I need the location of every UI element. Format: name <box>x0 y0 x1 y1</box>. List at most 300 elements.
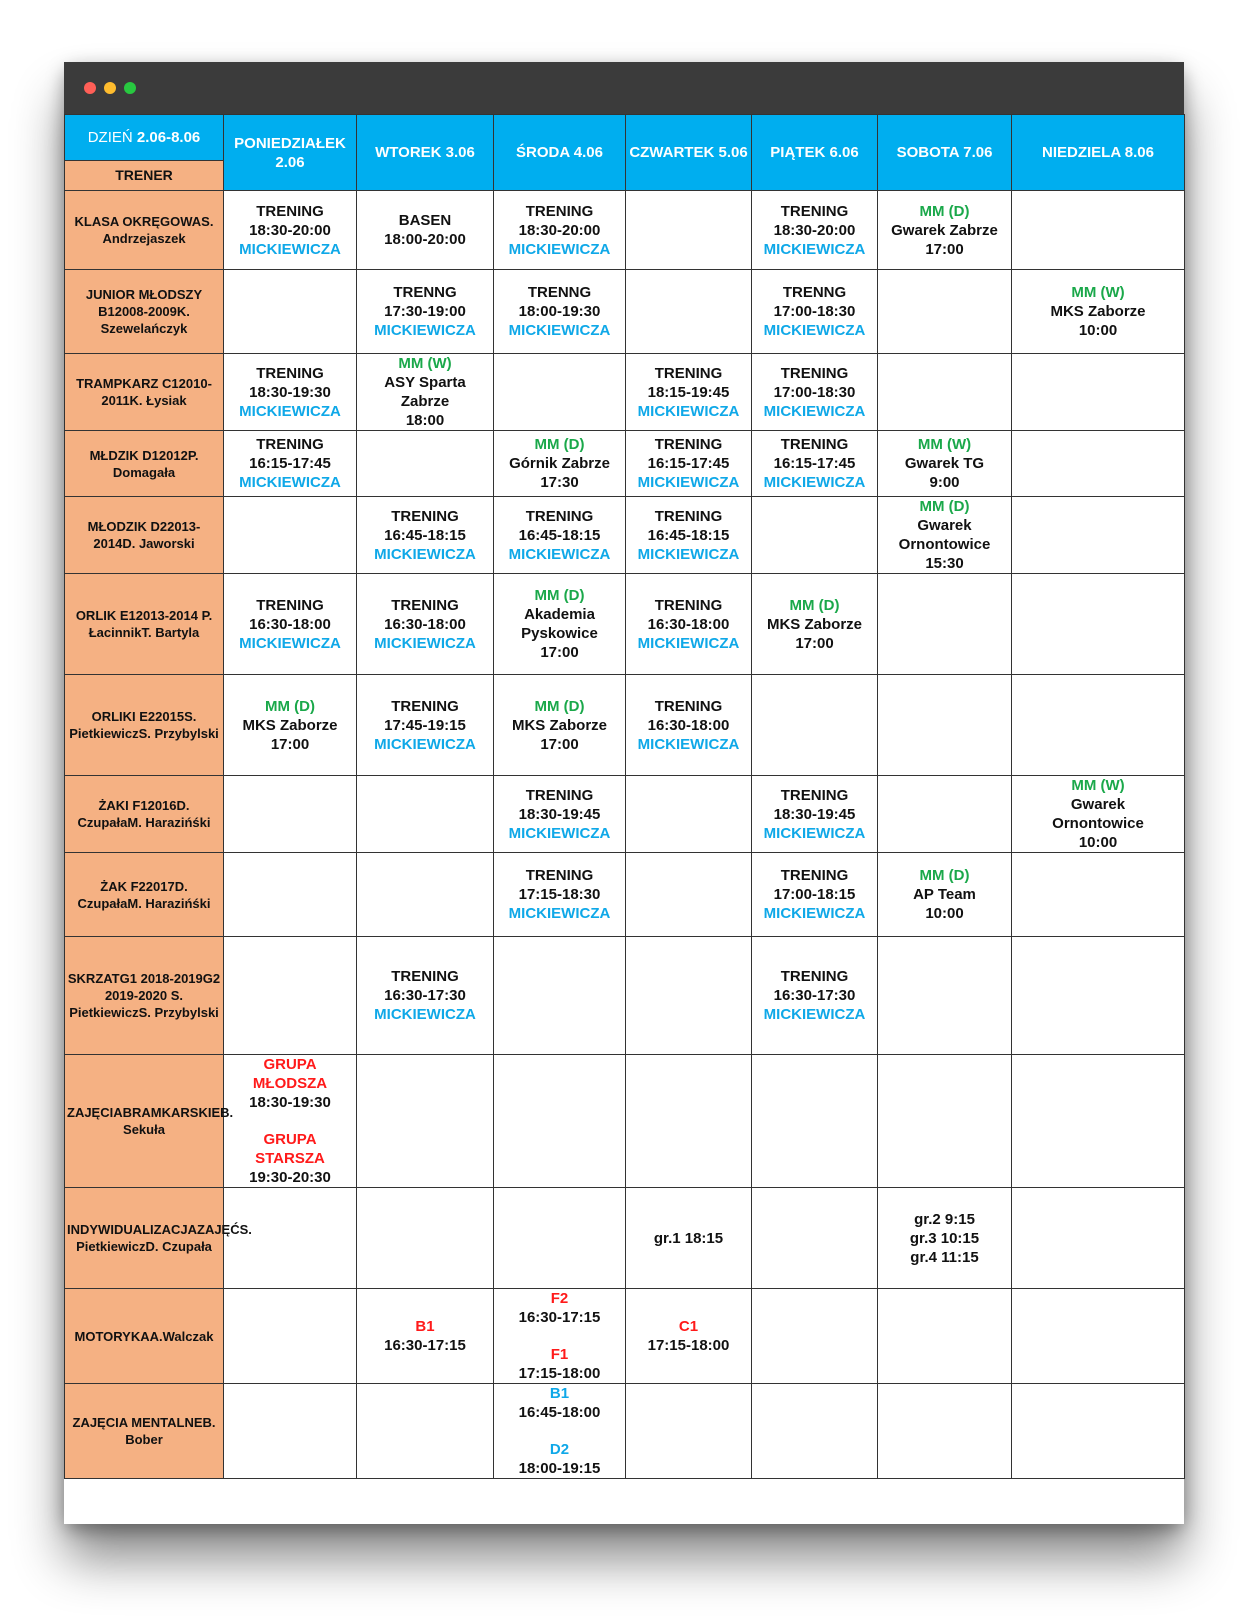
schedule-cell-thu <box>626 431 752 497</box>
team-label-line: T. Bartyla <box>141 625 200 640</box>
schedule-cell-sun <box>1012 937 1185 1055</box>
cell-line: 18:30-19:30 <box>249 1094 331 1111</box>
schedule-cell-wed <box>494 431 626 497</box>
cell-line: 16:45-18:15 <box>384 526 466 544</box>
team-label <box>65 574 224 675</box>
cell-line: B1 <box>415 1318 435 1335</box>
day-date: 2.06 <box>275 153 305 171</box>
team-label-line: KLASA OKRĘGOWA <box>74 214 202 229</box>
schedule-cell-mon <box>224 191 357 270</box>
team-label-line: S. Przybylski <box>138 726 219 741</box>
team-label-line: 2015 <box>155 709 185 724</box>
schedule-row <box>65 1289 1185 1384</box>
cell-line: Gwarek TG <box>904 455 985 472</box>
title-bar <box>64 62 1184 114</box>
cell-line: 17:30 <box>540 474 579 491</box>
schedule-cell-wed <box>494 1188 626 1289</box>
cell-line: MICKIEWICZA <box>239 474 341 491</box>
cell-line: MICKIEWICZA <box>374 634 476 652</box>
schedule-cell-wed <box>494 574 626 675</box>
cell-line: 16:30-17:30 <box>384 987 466 1004</box>
cell-line: 19:30-20:30 <box>249 1169 331 1186</box>
schedule-cell-sat <box>878 191 1012 270</box>
team-label <box>65 354 224 431</box>
schedule-cell-sun <box>1012 191 1185 270</box>
team-label-line: MŁODZIK D2 <box>87 519 168 534</box>
schedule-cell-tue <box>357 937 494 1055</box>
cell-line: Ornontowice <box>1052 815 1144 832</box>
schedule-cell-wed <box>494 270 626 354</box>
schedule-cell-thu <box>626 354 752 431</box>
cell-line: MKS Zaborze <box>766 615 862 633</box>
cell-line: TRENING <box>525 202 594 220</box>
schedule-cell-wed <box>494 675 626 776</box>
team-label-line: S. Przybylski <box>138 1005 219 1020</box>
cell-line: C1 <box>678 1318 699 1335</box>
cell-line: 17:30-19:00 <box>384 303 466 320</box>
cell-line: ASY Sparta <box>384 374 466 391</box>
cell-line: MICKIEWICZA <box>239 634 341 652</box>
cell-line: MICKIEWICZA <box>374 1006 476 1023</box>
cell-line: MICKIEWICZA <box>637 474 740 491</box>
cell-line: gr.1 18:15 <box>653 1229 724 1247</box>
cell-line: 16:30-17:30 <box>773 987 856 1004</box>
team-label-line: ŻAK F2 <box>100 878 146 894</box>
team-label-line: G1 2018-2019 <box>119 971 203 986</box>
cell-line: MICKIEWICZA <box>637 402 740 420</box>
day-date: 6.06 <box>829 144 859 161</box>
team-label <box>65 1384 224 1479</box>
schedule-cell-wed <box>494 497 626 574</box>
cell-line: MKS Zaborze <box>511 716 607 734</box>
schedule-cell-thu <box>626 497 752 574</box>
schedule-cell-sat <box>878 776 1012 853</box>
cell-line: TRENING <box>256 202 324 220</box>
cell-line: 16:45-18:15 <box>518 526 601 544</box>
schedule-row <box>65 776 1185 853</box>
cell-line: MICKIEWICZA <box>374 545 476 563</box>
cell-line: 18:30-20:00 <box>773 221 856 239</box>
cell-line: TRENING <box>654 697 723 715</box>
maximize-button[interactable] <box>124 82 136 94</box>
day-header-fri <box>752 115 878 191</box>
schedule-cell-wed <box>494 937 626 1055</box>
team-label-line: A.Walczak <box>149 1328 214 1344</box>
cell-line: TRENING <box>780 364 849 382</box>
day-name: NIEDZIELA <box>1042 144 1121 161</box>
schedule-row <box>65 1188 1185 1289</box>
schedule-cell-mon <box>224 1289 357 1384</box>
cell-line: 15:30 <box>925 555 964 572</box>
cell-line: TRENING <box>780 786 849 804</box>
cell-line: 18:30-20:00 <box>249 221 331 239</box>
team-label-line: TRAMPKARZ C1 <box>76 376 179 391</box>
day-range-header <box>65 115 224 161</box>
schedule-cell-mon <box>224 675 357 776</box>
cell-line: TRENING <box>256 596 324 614</box>
trainer-header: TRENER <box>65 161 224 191</box>
schedule-cell-fri <box>752 1055 878 1188</box>
cell-line: TRENING <box>654 596 723 614</box>
schedule-cell-mon <box>224 1188 357 1289</box>
schedule-cell-sun <box>1012 574 1185 675</box>
team-label-line: K. Szewelańczyk <box>100 304 190 336</box>
cell-line: 18:30-19:45 <box>773 805 856 823</box>
cell-line: MICKIEWICZA <box>637 634 740 652</box>
cell-line: TRENING <box>391 968 459 985</box>
schedule-cell-sat <box>878 354 1012 431</box>
cell-line: 16:15-17:45 <box>647 455 730 472</box>
schedule-cell-sun <box>1012 675 1185 776</box>
team-label-line: ZAJĘĆ <box>197 1222 240 1237</box>
cell-line: MŁODSZA <box>252 1075 328 1092</box>
cell-line: TRENING <box>780 867 849 884</box>
team-label-line: MŁDZIK D1 <box>89 447 159 463</box>
schedule-cell-sat <box>878 574 1012 675</box>
cell-line: 16:15-17:45 <box>249 455 331 472</box>
cell-line: Ornontowice <box>898 536 991 553</box>
cell-line: MM (D) <box>919 867 970 884</box>
cell-line: 17:15-18:00 <box>518 1365 601 1382</box>
cell-line: TRENING <box>256 364 324 382</box>
cell-line: TRENNG <box>393 284 457 301</box>
schedule-table <box>64 114 1185 1479</box>
cell-line: 18:00-19:30 <box>518 303 601 320</box>
team-label-line: M. Harazińśki <box>127 895 211 911</box>
cell-line: STARSZA <box>255 1150 325 1167</box>
schedule-cell-sun <box>1012 853 1185 937</box>
cell-line: MM (D) <box>919 498 970 515</box>
day-header-thu <box>626 115 752 191</box>
cell-line: 17:00-18:30 <box>773 383 856 401</box>
schedule-cell-thu <box>626 675 752 776</box>
schedule-cell-fri <box>752 191 878 270</box>
cell-line: TRENING <box>525 867 594 884</box>
cell-line: 18:30-19:45 <box>518 805 601 823</box>
schedule-cell-sun <box>1012 1055 1185 1188</box>
schedule-row <box>65 497 1185 574</box>
close-button[interactable] <box>84 82 96 94</box>
team-label-line: 2010-2011 <box>101 376 212 408</box>
cell-line: gr.2 9:15 <box>914 1210 975 1228</box>
cell-line: TRENING <box>654 364 723 382</box>
schedule-row <box>65 191 1185 270</box>
cell-line: 17:00 <box>540 735 579 753</box>
schedule-cell-fri <box>752 1289 878 1384</box>
schedule-cell-sat <box>878 1188 1012 1289</box>
schedule-cell-thu <box>626 1188 752 1289</box>
cell-line: 18:15-19:45 <box>647 383 730 401</box>
schedule-cell-fri <box>752 431 878 497</box>
cell-line: MICKIEWICZA <box>763 905 866 922</box>
cell-line: 10:00 <box>925 905 964 922</box>
cell-line: MICKIEWICZA <box>374 735 476 753</box>
team-label-line: 2016 <box>147 798 177 813</box>
schedule-cell-thu <box>626 191 752 270</box>
team-label-line: 2012 <box>158 447 188 463</box>
schedule-cell-mon <box>224 497 357 574</box>
schedule-cell-tue <box>357 354 494 431</box>
schedule-cell-wed <box>494 1384 626 1479</box>
cell-spacer <box>496 1422 623 1440</box>
schedule-cell-sun <box>1012 1188 1185 1289</box>
cell-line: MICKIEWICZA <box>637 735 740 753</box>
team-label-line: JUNIOR MŁODSZY B1 <box>85 287 203 319</box>
team-label <box>65 191 224 270</box>
schedule-cell-tue <box>357 675 494 776</box>
cell-line: MICKIEWICZA <box>508 824 611 842</box>
cell-line: TRENING <box>525 786 594 804</box>
schedule-content <box>64 114 1184 1524</box>
team-label-line: S. Andrzejaszek <box>102 214 214 246</box>
cell-line: TRENING <box>654 436 723 453</box>
schedule-cell-sat <box>878 431 1012 497</box>
team-label-line: G2 2019-2020 <box>104 971 221 1003</box>
cell-line: 17:00 <box>270 735 310 753</box>
schedule-cell-sat <box>878 270 1012 354</box>
schedule-cell-fri <box>752 574 878 675</box>
schedule-cell-wed <box>494 191 626 270</box>
cell-line: TRENING <box>654 507 723 525</box>
schedule-cell-sun <box>1012 1289 1185 1384</box>
team-label-line: 2017 <box>145 878 175 894</box>
cell-line: MICKIEWICZA <box>763 240 866 258</box>
cell-line: 16:30-18:00 <box>647 615 730 633</box>
schedule-cell-thu <box>626 574 752 675</box>
day-name: PIĄTEK <box>770 144 826 161</box>
day-name: PONIEDZIAŁEK <box>234 134 346 152</box>
cell-line: D2 <box>549 1441 570 1458</box>
schedule-cell-sun <box>1012 1384 1185 1479</box>
schedule-cell-fri <box>752 354 878 431</box>
cell-line: 17:15-18:30 <box>518 886 601 903</box>
cell-line: 16:30-17:15 <box>384 1337 466 1354</box>
team-label-line: D. Czupała <box>77 878 188 911</box>
cell-line: MICKIEWICZA <box>763 824 866 842</box>
schedule-cell-sun <box>1012 431 1185 497</box>
cell-line: TRENING <box>780 968 849 985</box>
team-label-line: M. Harazińśki <box>127 815 211 830</box>
schedule-cell-tue <box>357 270 494 354</box>
schedule-cell-thu <box>626 937 752 1055</box>
cell-line: 18:00 <box>405 412 445 429</box>
team-label-line: P. Łacinnik <box>88 608 213 640</box>
schedule-cell-tue <box>357 431 494 497</box>
cell-line: 17:00-18:30 <box>773 303 856 320</box>
schedule-cell-fri <box>752 675 878 776</box>
team-label <box>65 776 224 853</box>
schedule-row <box>65 1055 1185 1188</box>
schedule-cell-tue <box>357 1188 494 1289</box>
schedule-cell-mon <box>224 1055 357 1188</box>
schedule-cell-tue <box>357 1055 494 1188</box>
schedule-cell-mon <box>224 574 357 675</box>
schedule-row <box>65 270 1185 354</box>
cell-line: TRENNG <box>782 284 847 301</box>
team-label-line: S. Pietkiewicz <box>76 1222 252 1254</box>
cell-line: 16:15-17:45 <box>773 455 856 472</box>
schedule-cell-sat <box>878 853 1012 937</box>
schedule-cell-sat <box>878 1289 1012 1384</box>
cell-line: 9:00 <box>929 474 960 491</box>
cell-line: 18:30-19:30 <box>249 383 331 401</box>
schedule-cell-mon <box>224 354 357 431</box>
team-label-line: 2008-2009 <box>114 304 177 319</box>
team-label <box>65 853 224 937</box>
cell-line: Gwarek Zabrze <box>891 221 998 239</box>
cell-line: 17:00 <box>925 240 964 258</box>
schedule-row <box>65 431 1185 497</box>
schedule-cell-thu <box>626 270 752 354</box>
cell-line: MKS Zaborze <box>1050 303 1146 320</box>
cell-line: 17:00 <box>540 644 579 661</box>
cell-line: MM (W) <box>1071 777 1125 794</box>
cell-spacer <box>226 1112 354 1130</box>
cell-line: gr.4 11:15 <box>910 1248 979 1266</box>
schedule-cell-sat <box>878 1055 1012 1188</box>
schedule-row <box>65 574 1185 675</box>
schedule-cell-tue <box>357 1289 494 1384</box>
day-date: 3.06 <box>445 144 475 161</box>
cell-line: 16:30-18:00 <box>249 615 331 633</box>
schedule-cell-mon <box>224 853 357 937</box>
date-range: 2.06-8.06 <box>136 128 201 146</box>
team-label-line: D. Jaworski <box>122 536 195 551</box>
cell-line: MKS Zaborze <box>242 716 338 734</box>
team-label-line: ŻAKI F1 <box>98 798 148 813</box>
schedule-cell-wed <box>494 853 626 937</box>
team-label-line: 2013-2014 <box>135 608 198 623</box>
day-header-sun <box>1012 115 1185 191</box>
cell-line: 17:15-18:00 <box>647 1337 730 1354</box>
cell-line: 17:00-18:15 <box>773 886 856 903</box>
header-row <box>65 115 1185 161</box>
schedule-cell-sun <box>1012 776 1185 853</box>
team-label-line: S. Pietkiewicz <box>69 988 184 1020</box>
schedule-cell-fri <box>752 776 878 853</box>
team-label-line: P. Domagała <box>112 447 199 480</box>
team-label-line: D. Czupała <box>77 798 190 830</box>
cell-line: 17:00 <box>795 634 834 652</box>
team-label-line: ZAJĘCIA MENTALNE <box>72 1415 203 1430</box>
team-label-line: ORLIKI E2 <box>91 709 156 724</box>
cell-line: GRUPA <box>263 1131 317 1148</box>
day-name: CZWARTEK <box>629 144 715 161</box>
team-label-line: D. Czupała <box>145 1239 212 1254</box>
team-label-line: K. Łysiak <box>129 393 187 408</box>
team-label-line: ORLIK E1 <box>75 608 136 623</box>
team-label-line: ZAJĘCIA <box>67 1105 123 1120</box>
cell-line: MM (W) <box>1071 284 1125 301</box>
team-label <box>65 675 224 776</box>
cell-line: MICKIEWICZA <box>374 322 476 339</box>
team-label-line: B. Bober <box>125 1415 216 1447</box>
day-name: SOBOTA <box>896 144 960 161</box>
cell-line: MM (D) <box>534 697 585 715</box>
team-label-line: MOTORYKA <box>74 1328 150 1344</box>
day-date: 8.06 <box>1124 144 1154 161</box>
day-header-mon <box>224 115 357 191</box>
cell-line: 16:30-18:00 <box>647 716 730 734</box>
schedule-row <box>65 853 1185 937</box>
team-label <box>65 431 224 497</box>
schedule-cell-tue <box>357 776 494 853</box>
day-header-tue <box>357 115 494 191</box>
schedule-cell-thu <box>626 1055 752 1188</box>
team-label-line: INDYWIDUALIZACJA <box>67 1222 197 1237</box>
cell-line: 17:45-19:15 <box>384 716 466 734</box>
schedule-cell-mon <box>224 270 357 354</box>
cell-line: 16:45-18:00 <box>518 1404 601 1421</box>
schedule-cell-thu <box>626 1289 752 1384</box>
cell-line: MM (D) <box>534 436 585 453</box>
day-header-sat <box>878 115 1012 191</box>
schedule-cell-tue <box>357 574 494 675</box>
schedule-cell-fri <box>752 937 878 1055</box>
schedule-cell-sun <box>1012 354 1185 431</box>
day-date: 5.06 <box>718 144 748 161</box>
app-window <box>64 62 1184 1524</box>
schedule-cell-tue <box>357 1384 494 1479</box>
cell-line: MM (W) <box>917 436 972 453</box>
cell-line: MICKIEWICZA <box>508 240 611 258</box>
schedule-cell-sat <box>878 675 1012 776</box>
cell-line: 16:30-18:00 <box>384 615 466 633</box>
cell-line: MM (D) <box>265 697 315 715</box>
cell-line: MICKIEWICZA <box>508 322 611 339</box>
cell-line: MICKIEWICZA <box>763 322 866 339</box>
schedule-cell-tue <box>357 853 494 937</box>
day-name: WTOREK <box>375 144 442 161</box>
schedule-row <box>65 1384 1185 1479</box>
cell-line: TRENNG <box>527 284 592 301</box>
schedule-cell-fri <box>752 853 878 937</box>
cell-line: Zabrze <box>400 393 450 410</box>
schedule-cell-wed <box>494 1289 626 1384</box>
schedule-cell-fri <box>752 1188 878 1289</box>
team-label-line: S. Pietkiewicz <box>69 709 197 741</box>
schedule-cell-thu <box>626 1384 752 1479</box>
day-name: ŚRODA <box>516 144 570 161</box>
day-date: 7.06 <box>963 144 993 161</box>
cell-line: 18:30-20:00 <box>518 221 601 239</box>
team-label <box>65 270 224 354</box>
cell-line: 16:30-17:15 <box>518 1309 601 1326</box>
day-label: DZIEŃ <box>87 128 133 146</box>
cell-line: MICKIEWICZA <box>763 474 866 491</box>
cell-line: MICKIEWICZA <box>239 402 341 420</box>
schedule-cell-sat <box>878 937 1012 1055</box>
schedule-cell-mon <box>224 937 357 1055</box>
schedule-cell-mon <box>224 431 357 497</box>
schedule-cell-wed <box>494 354 626 431</box>
day-date: 4.06 <box>573 144 603 161</box>
team-label-line: SKRZAT <box>67 971 120 986</box>
cell-line: F2 <box>550 1290 569 1307</box>
cell-line: MICKIEWICZA <box>508 545 611 563</box>
cell-line: Gwarek <box>1070 796 1126 813</box>
cell-line: BASEN <box>398 212 452 229</box>
team-label <box>65 1055 234 1188</box>
schedule-cell-wed <box>494 776 626 853</box>
cell-line: MICKIEWICZA <box>763 1006 866 1023</box>
cell-line: MM (W) <box>398 355 452 372</box>
cell-line: TRENING <box>391 507 459 525</box>
minimize-button[interactable] <box>104 82 116 94</box>
cell-line: TRENING <box>780 436 849 453</box>
team-label-line: 2013-2014 <box>93 519 201 551</box>
cell-line: Górnik Zabrze <box>509 455 610 472</box>
